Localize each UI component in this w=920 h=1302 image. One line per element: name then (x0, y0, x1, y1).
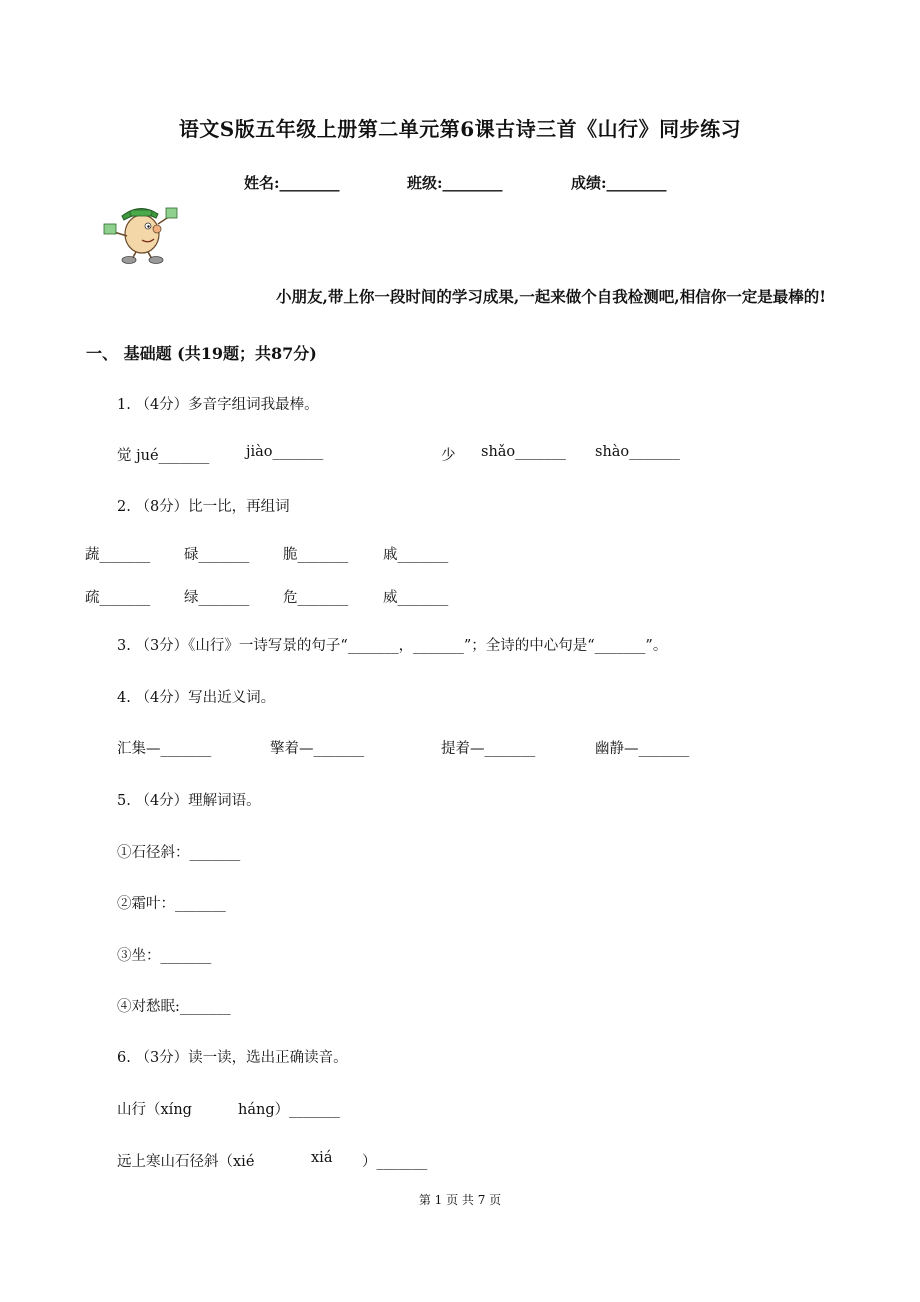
q5-item: ③坐：_______ (117, 948, 212, 964)
q2-item: 碌_______ (184, 547, 250, 563)
q4-item: 幽静—_______ (595, 741, 690, 757)
q1-item: 少 (441, 448, 456, 464)
q6-option: ）_______ (362, 1154, 428, 1170)
section-heading: 一、 基础题 (共19题；共87分) (86, 344, 317, 363)
page-title: 语文S版五年级上册第二单元第6课古诗三首《山行》同步练习 (178, 117, 742, 141)
question-4: 4. （4分）写出近义词。 (117, 690, 276, 706)
q1-item: 觉 jué_______ (117, 448, 210, 464)
name-field: 姓名:________ (244, 174, 340, 192)
question-1: 1. （4分）多音字组词我最棒。 (117, 397, 319, 413)
q2-item: 绿_______ (184, 590, 250, 606)
q2-item: 危_______ (283, 590, 349, 606)
q6-option: xiá (311, 1150, 333, 1166)
q6-option: háng）_______ (238, 1102, 340, 1118)
intro-text: 小朋友,带上你一段时间的学习成果,一起来做个自我检测吧,相信你一定是最棒的! (276, 287, 826, 306)
q5-item: ④对愁眠:_______ (117, 999, 231, 1015)
q4-item: 汇集—_______ (117, 741, 212, 757)
question-6: 6. （3分）读一读，选出正确读音。 (117, 1050, 348, 1066)
question-3: 3. （3分）《山行》一诗写景的句子“_______，_______”；全诗的中心句是“_______”。 (117, 638, 668, 654)
q5-item: ①石径斜：_______ (117, 845, 241, 861)
q5-item: ②霜叶：_______ (117, 896, 226, 912)
score-field: 成绩:________ (571, 174, 667, 192)
q4-item: 擎着—_______ (270, 741, 365, 757)
q6-option: 远上寒山石径斜（xié (117, 1154, 255, 1170)
q2-item: 疏_______ (85, 590, 151, 606)
q1-item: shǎo_______ (481, 444, 566, 460)
q2-item: 威_______ (383, 590, 449, 606)
class-field: 班级:________ (407, 174, 503, 192)
q2-item: 戚_______ (383, 547, 449, 563)
q2-item: 脆_______ (283, 547, 349, 563)
q1-item: jiào_______ (246, 444, 324, 460)
q4-item: 提着—_______ (441, 741, 536, 757)
page-footer: 第 1 页 共 7 页 (418, 1193, 502, 1207)
question-2: 2. （8分）比一比，再组词 (117, 499, 290, 515)
q6-option: 山行（xíng (117, 1102, 192, 1118)
q2-item: 蔬_______ (85, 547, 151, 563)
question-5: 5. （4分）理解词语。 (117, 793, 261, 809)
q1-item: shào_______ (595, 444, 680, 460)
mascot-illustration (100, 196, 180, 266)
